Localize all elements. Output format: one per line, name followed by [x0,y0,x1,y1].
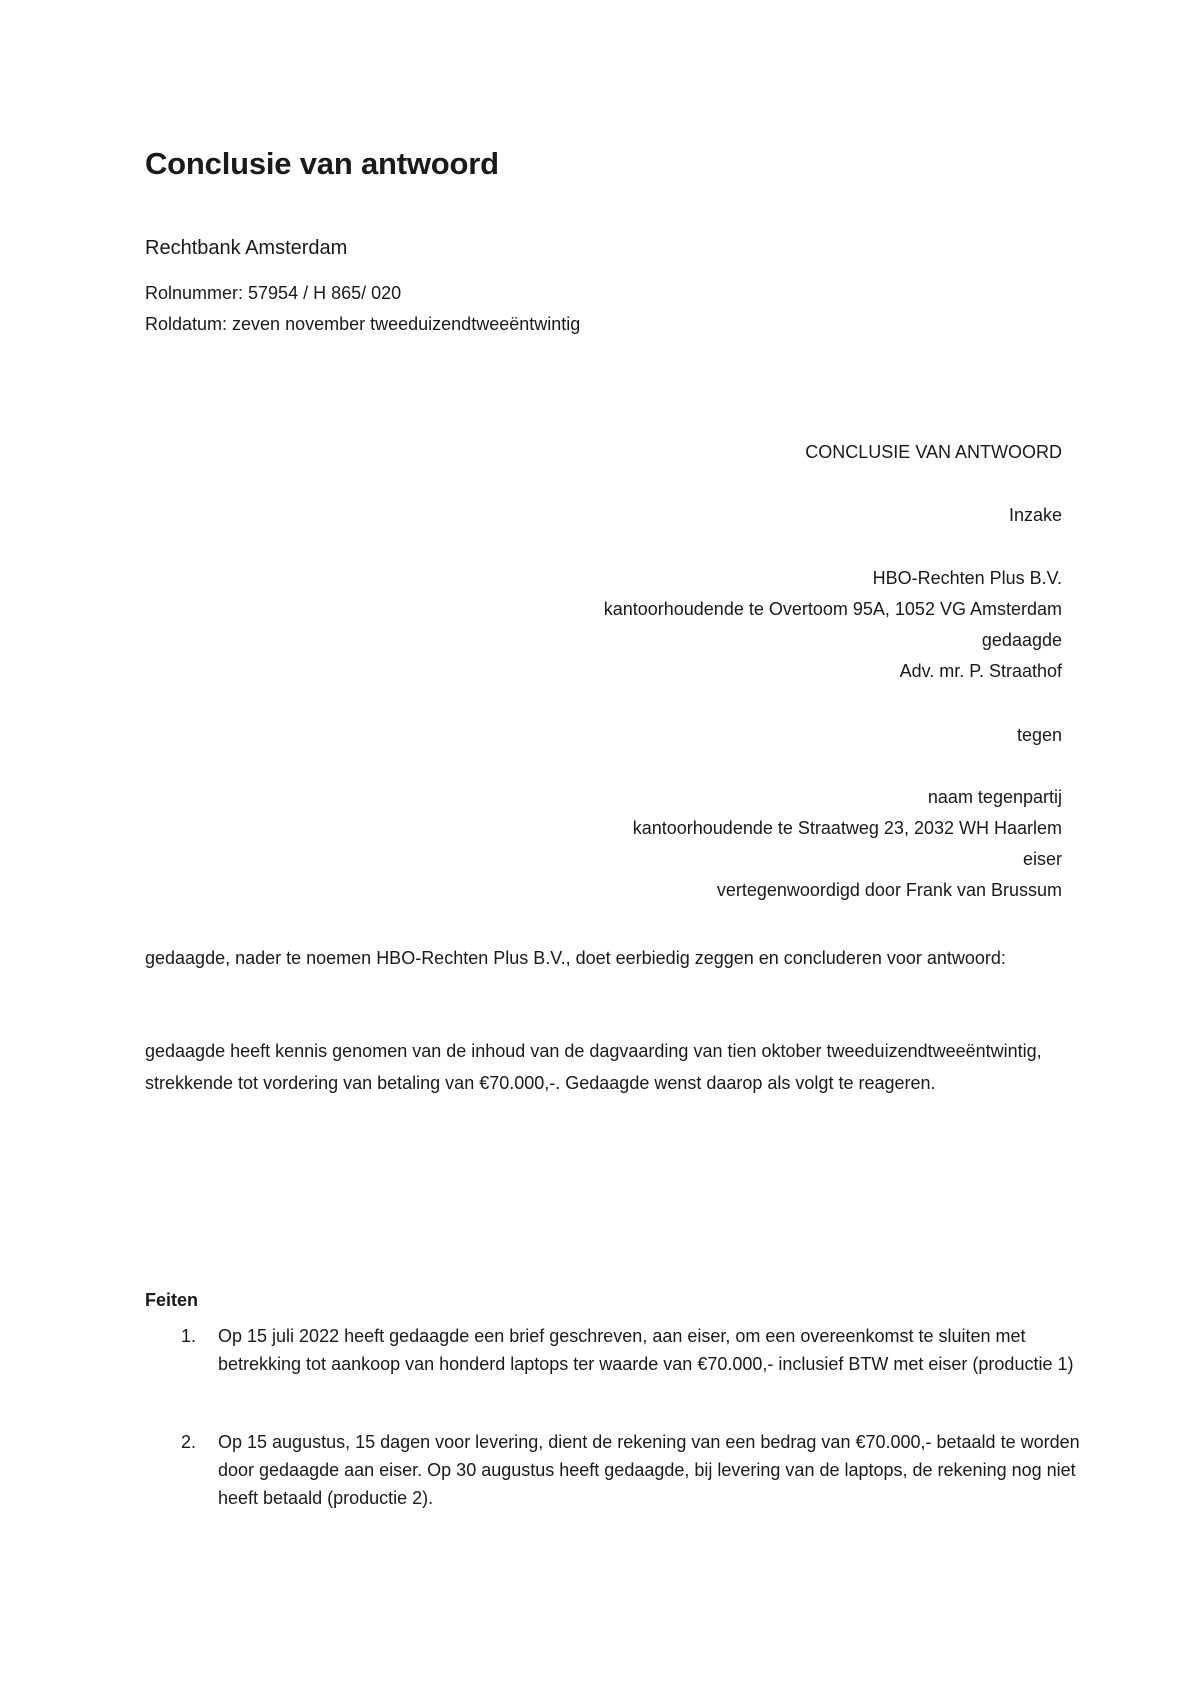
rolnummer: Rolnummer: 57954 / H 865/ 020 [145,283,402,303]
body-paragraph: gedaagde heeft kennis genomen van de inhoud van de dagvaarding van tien oktober tweeduizendtweeëntwintig, strekkende tot vordering van betaling van €70.000,-. Gedaagde wenst daarop als volgt te reageren. [145,1041,1042,1093]
list-item-text: Op 15 juli 2022 heeft gedaagde een brief geschreven, aan eiser, om een overeenkomst te sluiten met betrekking tot aankoop van honderd laptops ter waarde van €70.000,- inclusief BTW met eiser (productie 1) [218,1326,1074,1374]
defendant-role: gedaagde [981,630,1062,650]
tegen-label: tegen [1016,725,1062,745]
plaintiff-representative: vertegenwoordigd door Frank van Brussum [716,880,1062,900]
feiten-heading: Feiten [145,1290,199,1310]
list-item-number: 2. [181,1432,197,1452]
roldatum: Roldatum: zeven november tweeduizendtweeëntwintig [145,314,581,334]
document-title: Conclusie van antwoord [145,146,499,181]
intro-paragraph: gedaagde, nader te noemen HBO-Rechten Plus B.V., doet eerbiedig zeggen en concluderen voor antwoord: [145,948,1006,968]
defendant-address: kantoorhoudende te Overtoom 95A, 1052 VG Amsterdam [603,599,1062,619]
plaintiff-name: naam tegenpartij [927,787,1062,807]
defendant-name: HBO-Rechten Plus B.V. [872,568,1062,588]
inzake-label: Inzake [1008,505,1062,525]
list-item [145,1428,1090,1518]
list-item [145,1322,1090,1412]
court-name: Rechtbank Amsterdam [145,237,348,259]
list-item-text: Op 15 augustus, 15 dagen voor levering, dient de rekening van een bedrag van €70.000,- betaald te worden door gedaagde aan eiser. Op 30 augustus heeft gedaagde, bij levering van de laptops, de rekening nog niet heeft betaald (productie 2). [218,1432,1080,1508]
plaintiff-role: eiser [1022,849,1062,869]
plaintiff-address: kantoorhoudende te Straatweg 23, 2032 WH Haarlem [632,818,1062,838]
defendant-counsel: Adv. mr. P. Straathof [899,661,1062,681]
list-item-number: 1. [181,1326,197,1346]
conclusion-heading: CONCLUSIE VAN ANTWOORD [805,442,1062,462]
